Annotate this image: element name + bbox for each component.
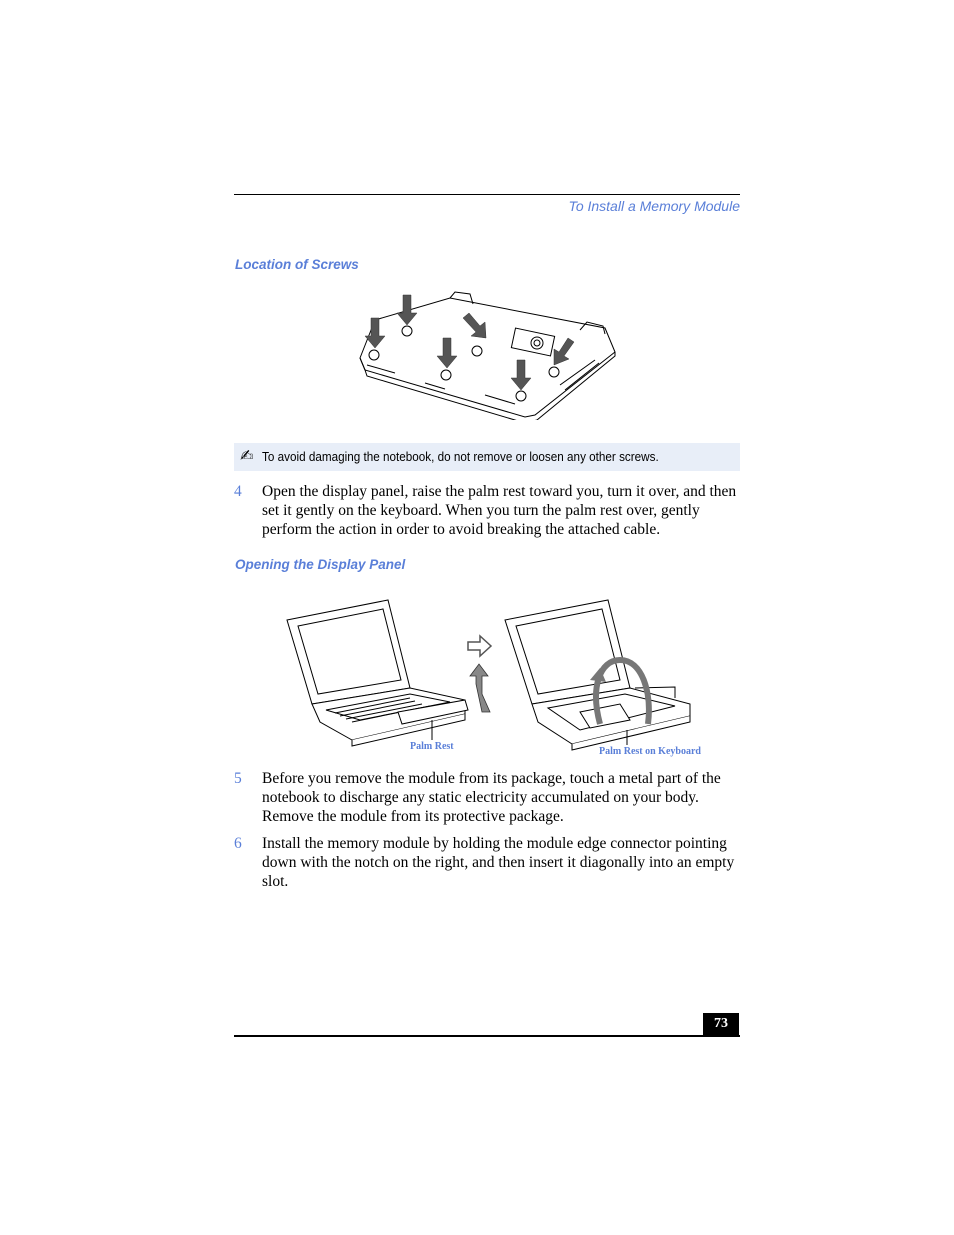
- screw-6: [549, 367, 559, 377]
- header-rule: [234, 194, 740, 195]
- note-text: To avoid damaging the notebook, do not remove or loosen any other screws.: [262, 449, 659, 464]
- step-number: 5: [234, 770, 242, 787]
- screw-1: [402, 326, 412, 336]
- screws-heading: Location of Screws: [235, 257, 359, 272]
- running-head: To Install a Memory Module: [568, 198, 740, 214]
- step-5: [234, 769, 740, 826]
- palm-rest-label: Palm Rest: [410, 741, 454, 752]
- step-text: Open the display panel, raise the palm rest toward you, turn it over, and then set it gently on the keyboard. When you turn the palm rest over, gently perform the action in order to avoid breaking the attached cable.: [262, 483, 737, 538]
- screw-location-figure: [355, 290, 620, 420]
- step-6: [234, 834, 740, 891]
- screw-5: [516, 391, 526, 401]
- step-number: 4: [234, 483, 242, 500]
- footer-rule: [234, 1035, 740, 1037]
- palm-rest-on-keyboard-label: Palm Rest on Keyboard: [599, 746, 701, 757]
- step-text: Install the memory module by holding the module edge connector pointing down with the notch on the right, and then insert it diagonally into an empty slot.: [262, 835, 735, 890]
- screw-3: [472, 346, 482, 356]
- step-text: Before you remove the module from its package, touch a metal part of the notebook to discharge any static electricity accumulated on your body. Remove the module from its protective package.: [262, 770, 721, 825]
- screw-2: [369, 350, 379, 360]
- screw-4: [441, 370, 451, 380]
- page-number: 73: [703, 1013, 739, 1035]
- note-box: [234, 443, 740, 471]
- step-4: [234, 482, 740, 539]
- display-heading: Opening the Display Panel: [235, 557, 406, 572]
- step-number: 6: [234, 835, 242, 852]
- opening-display-figure: [280, 592, 720, 762]
- pencil-note-icon: ✍: [240, 446, 254, 465]
